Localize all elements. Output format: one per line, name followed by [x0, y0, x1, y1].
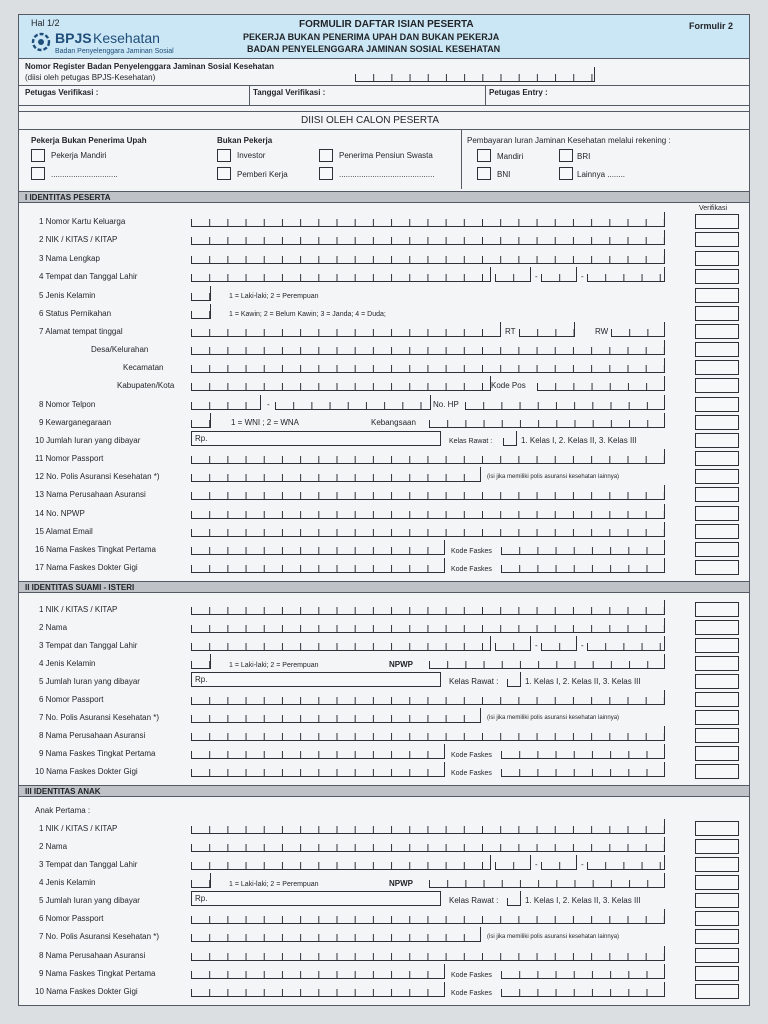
s2-label-4: 4 Jenis Kelamin — [39, 659, 96, 668]
verifikasi-box[interactable] — [695, 269, 739, 284]
verifikasi-box[interactable] — [695, 948, 739, 963]
s3-label-7: 7 No. Polis Asuransi Kesehatan *) — [39, 932, 160, 941]
kecamatan-cells[interactable] — [191, 358, 665, 373]
s2-jk-cell[interactable] — [191, 654, 211, 669]
s2-nik-cells[interactable] — [191, 600, 665, 615]
s2-kode-faskes-cells[interactable] — [501, 744, 665, 759]
date-dash: - — [535, 641, 538, 650]
s2-passport-cells[interactable] — [191, 690, 665, 705]
verifikasi-box[interactable] — [695, 214, 739, 229]
verifikasi-box[interactable] — [695, 929, 739, 944]
pemberi-kerja-checkbox[interactable] — [217, 167, 231, 180]
kode-pos-cells[interactable] — [537, 376, 665, 391]
logo-brand-a: BPJS — [55, 30, 92, 46]
verifikasi-box[interactable] — [695, 764, 739, 779]
bulan-lahir-cells[interactable] — [541, 267, 577, 282]
verifikasi-box[interactable] — [695, 524, 739, 539]
s3-jk-cell[interactable] — [191, 873, 211, 888]
s1-label-14: 14 No. NPWP — [35, 509, 85, 518]
verifikasi-label: Verifikasi — [699, 205, 728, 212]
pensiun-swasta-label: Penerima Pensiun Swasta — [339, 151, 433, 160]
page-number: Hal 1/2 — [31, 18, 60, 28]
nomor-telpon-cells[interactable] — [275, 395, 431, 410]
s1-label-10: 10 Jumlah Iuran yang dibayar — [35, 436, 141, 445]
investor-label: Investor — [237, 151, 266, 160]
rp-prefix: Rp. — [195, 675, 208, 684]
kode-faskes-gigi-cells[interactable] — [501, 558, 665, 573]
s3-polis-note: (isi jika memiliki polis asuransi kesehatan lainnya) — [487, 934, 620, 940]
s2-label-3: 3 Tempat dan Tanggal Lahir — [39, 641, 138, 650]
kebangsaan-label: Kebangsaan — [371, 418, 416, 427]
verifikasi-box[interactable] — [695, 710, 739, 725]
form-header — [19, 15, 749, 59]
alamat-cells[interactable] — [191, 322, 501, 337]
s1-label-12: 12 No. Polis Asuransi Kesehatan *) — [35, 472, 160, 481]
s3-nik-cells[interactable] — [191, 819, 665, 834]
s1-label-16: 16 Nama Faskes Tingkat Pertama — [35, 545, 156, 554]
bpjs-logo-icon — [31, 32, 51, 52]
verifikasi-box[interactable] — [695, 451, 739, 466]
bank-mandiri-checkbox[interactable] — [477, 149, 491, 162]
form-title: FORMULIR DAFTAR ISIAN PESERTA — [299, 19, 474, 30]
s2-faskes-pertama-cells[interactable] — [191, 744, 445, 759]
s3-tempat-lahir-cells[interactable] — [191, 855, 491, 870]
nik-cells[interactable] — [191, 230, 665, 245]
verifikasi-box[interactable] — [695, 821, 739, 836]
s3-kelas-note: 1. Kelas I, 2. Kelas II, 3. Kelas III — [525, 896, 641, 905]
s2-tgl-cells[interactable] — [495, 636, 531, 651]
verifikasi-box[interactable] — [695, 415, 739, 430]
kode-faskes-label: Kode Faskes — [451, 548, 492, 555]
tanggal-verifikasi-label: Tanggal Verifikasi : — [253, 88, 326, 97]
section-identitas-anak — [19, 785, 749, 797]
verifikasi-box[interactable] — [695, 251, 739, 266]
s3-kelas-rawat-cell[interactable] — [507, 891, 521, 906]
kelas-rawat-label: Kelas Rawat : — [449, 438, 493, 445]
s3-kode-faskes-cells[interactable] — [501, 964, 665, 979]
verifikasi-box[interactable] — [695, 692, 739, 707]
date-dash: - — [535, 860, 538, 869]
verifikasi-box[interactable] — [695, 306, 739, 321]
date-dash: - — [581, 860, 584, 869]
verifikasi-box[interactable] — [695, 487, 739, 502]
s1-label-3: 3 Nama Lengkap — [39, 254, 100, 263]
s1-label-5: 5 Jenis Kelamin — [39, 291, 96, 300]
verifikasi-box[interactable] — [695, 342, 739, 357]
s3-label-4: 4 Jenis Kelamin — [39, 878, 96, 887]
perusahaan-asuransi-cells[interactable] — [191, 485, 665, 500]
bank-bri-label: BRI — [577, 152, 591, 161]
s1-label-kecamatan: Kecamatan — [123, 363, 164, 372]
s1-label-6: 6 Status Pernikahan — [39, 309, 112, 318]
email-cells[interactable] — [191, 522, 665, 537]
rt-cells[interactable] — [519, 322, 575, 337]
s3-label-6: 6 Nomor Passport — [39, 914, 104, 923]
jenis-kelamin-cell[interactable] — [191, 286, 211, 301]
s2-label-5: 5 Jumlah Iuran yang dibayar — [39, 677, 140, 686]
status-pernikahan-cell[interactable] — [191, 304, 211, 319]
form-subtitle-1: PEKERJA BUKAN PENERIMA UPAH DAN BUKAN PEKERJA — [243, 32, 500, 42]
verifikasi-box[interactable] — [695, 469, 739, 484]
jenis-kelamin-note: 1 = Laki-laki; 2 = Perempuan — [229, 293, 319, 300]
section-identitas-suami-isteri — [19, 581, 749, 593]
npwp-cells[interactable] — [191, 504, 665, 519]
s3-label-2: 2 Nama — [39, 842, 68, 851]
polis-note: (isi jika memiliki polis asuransi kesehatan lainnya) — [487, 474, 620, 480]
s2-tahun-cells[interactable] — [587, 636, 665, 651]
s1-label-1: 1 Nomor Kartu Keluarga — [39, 217, 126, 226]
s1-label-2: 2 NIK / KITAS / KITAP — [39, 235, 118, 244]
petugas-verifikasi-label: Petugas Verifikasi : — [25, 88, 99, 97]
s3-passport-cells[interactable] — [191, 909, 665, 924]
s2-label-1: 1 NIK / KITAS / KITAP — [39, 605, 118, 614]
s2-nama-cells[interactable] — [191, 618, 665, 633]
s3-tahun-cells[interactable] — [587, 855, 665, 870]
s2-faskes-gigi-cells[interactable] — [191, 762, 445, 777]
verifikasi-box[interactable] — [695, 542, 739, 557]
telpon-dash: - — [267, 400, 270, 409]
s3-label-5: 5 Jumlah Iuran yang dibayar — [39, 896, 140, 905]
s3-label-10: 10 Nama Faskes Dokter Gigi — [35, 987, 138, 996]
status-pernikahan-note: 1 = Kawin; 2 = Belum Kawin; 3 = Janda; 4 = Duda; — [229, 311, 386, 318]
nomor-kk-cells[interactable] — [191, 212, 665, 227]
verifikasi-box[interactable] — [695, 746, 739, 761]
s3-label-3: 3 Tempat dan Tanggal Lahir — [39, 860, 138, 869]
bank-bni-checkbox[interactable] — [477, 167, 491, 180]
s2-jk-note: 1 = Laki-laki; 2 = Perempuan — [229, 662, 319, 669]
pensiun-swasta-checkbox[interactable] — [319, 149, 333, 162]
kode-faskes-label: Kode Faskes — [451, 752, 492, 759]
verifikasi-box[interactable] — [695, 602, 739, 617]
register-number-cells[interactable] — [355, 67, 595, 82]
faskes-gigi-cells[interactable] — [191, 558, 445, 573]
form-sheet — [18, 14, 750, 1006]
kode-faskes-label: Kode Faskes — [451, 566, 492, 573]
petugas-entry-label: Petugas Entry : — [489, 88, 548, 97]
kode-faskes-cells[interactable] — [501, 540, 665, 555]
s2-jumlah-iuran-input[interactable] — [191, 672, 441, 687]
rp-prefix: Rp. — [195, 894, 208, 903]
s3-label-8: 8 Nama Perusahaan Asuransi — [39, 951, 146, 960]
verifikasi-box[interactable] — [695, 893, 739, 908]
s3-jk-note: 1 = Laki-laki; 2 = Perempuan — [229, 881, 319, 888]
form-subtitle-2: BADAN PENYELENGGARA JAMINAN SOSIAL KESEHATAN — [247, 44, 501, 54]
polis-cells[interactable] — [191, 467, 481, 482]
verifikasi-box[interactable] — [695, 288, 739, 303]
s1-label-8: 8 Nomor Telpon — [39, 400, 96, 409]
kewarganegaraan-cell[interactable] — [191, 413, 211, 428]
s3-label-1: 1 NIK / KITAS / KITAP — [39, 824, 118, 833]
s3-faskes-gigi-cells[interactable] — [191, 982, 445, 997]
s3-bulan-cells[interactable] — [541, 855, 577, 870]
verifikasi-box[interactable] — [695, 324, 739, 339]
bukan-pekerja-other-dots: ........................................... — [339, 170, 435, 179]
s2-tempat-lahir-cells[interactable] — [191, 636, 491, 651]
s2-kelas-rawat-label: Kelas Rawat : — [449, 677, 499, 686]
kebangsaan-cells[interactable] — [429, 413, 665, 428]
s2-polis-cells[interactable] — [191, 708, 481, 723]
s3-faskes-pertama-cells[interactable] — [191, 964, 445, 979]
date-dash: - — [581, 272, 584, 281]
verifikasi-box[interactable] — [695, 506, 739, 521]
s3-kode-faskes-gigi-cells[interactable] — [501, 982, 665, 997]
verifikasi-box[interactable] — [695, 728, 739, 743]
kelas-rawat-cell[interactable] — [503, 431, 517, 446]
s2-polis-note: (isi jika memiliki polis asuransi kesehatan lainnya) — [487, 715, 620, 721]
bank-bri-checkbox[interactable] — [559, 149, 573, 162]
faskes-pertama-cells[interactable] — [191, 540, 445, 555]
logo-tagline: Badan Penyelenggara Jaminan Sosial — [55, 48, 174, 55]
s1-label-4: 4 Tempat dan Tanggal Lahir — [39, 272, 138, 281]
s2-kelas-rawat-cell[interactable] — [507, 672, 521, 687]
verifikasi-box[interactable] — [695, 984, 739, 999]
anak-pertama-label: Anak Pertama : — [35, 806, 91, 815]
verifikasi-box[interactable] — [695, 656, 739, 671]
s3-npwp-cells[interactable] — [429, 873, 665, 888]
kode-faskes-label: Kode Faskes — [451, 770, 492, 777]
bank-lainnya-checkbox[interactable] — [559, 167, 573, 180]
rt-label: RT — [505, 327, 516, 336]
s2-kode-faskes-gigi-cells[interactable] — [501, 762, 665, 777]
kewarganegaraan-note: 1 = WNI ; 2 = WNA — [231, 418, 300, 427]
s3-jumlah-iuran-input[interactable] — [191, 891, 441, 906]
calon-peserta-heading: DIISI OLEH CALON PESERTA — [301, 115, 440, 126]
verifikasi-box[interactable] — [695, 378, 739, 393]
s1-label-13: 13 Nama Perusahaan Asuransi — [35, 490, 146, 499]
verifikasi-box[interactable] — [695, 875, 739, 890]
s2-label-6: 6 Nomor Passport — [39, 695, 104, 704]
passport-cells[interactable] — [191, 449, 665, 464]
s1-label-9: 9 Kewarganegaraan — [39, 418, 112, 427]
s1-label-15: 15 Alamat Email — [35, 527, 93, 536]
s2-npwp-label: NPWP — [389, 660, 413, 669]
bukan-pekerja-title: Bukan Pekerja — [217, 136, 273, 145]
kode-faskes-label: Kode Faskes — [451, 972, 492, 979]
pekerja-mandiri-checkbox[interactable] — [31, 149, 45, 162]
date-dash: - — [535, 272, 538, 281]
verifikasi-box[interactable] — [695, 911, 739, 926]
no-hp-label: No. HP — [433, 400, 459, 409]
tgl-lahir-cells[interactable] — [495, 267, 531, 282]
s2-perusahaan-cells[interactable] — [191, 726, 665, 741]
pemberi-kerja-label: Pemberi Kerja — [237, 170, 288, 179]
verifikasi-box[interactable] — [695, 966, 739, 981]
section-1-title: I IDENTITAS PESERTA — [25, 193, 111, 202]
s2-label-2: 2 Nama — [39, 623, 68, 632]
s2-label-9: 9 Nama Faskes Tingkat Pertama — [39, 749, 156, 758]
verifikasi-box[interactable] — [695, 620, 739, 635]
kode-pos-label: Kode Pos — [491, 381, 526, 390]
pbpu-other-dots: .............................. — [51, 170, 118, 179]
s1-label-7: 7 Alamat tempat tinggal — [39, 327, 123, 336]
register-label: Nomor Register Badan Penyelenggara Jaminan Sosial Kesehatan — [25, 62, 274, 71]
s3-npwp-label: NPWP — [389, 879, 413, 888]
bukan-pekerja-other-checkbox[interactable] — [319, 167, 333, 180]
desa-cells[interactable] — [191, 340, 665, 355]
s3-polis-cells[interactable] — [191, 927, 481, 942]
verifikasi-box[interactable] — [695, 857, 739, 872]
rp-prefix: Rp. — [195, 434, 208, 443]
s2-bulan-cells[interactable] — [541, 636, 577, 651]
verifikasi-box[interactable] — [695, 674, 739, 689]
verifikasi-box[interactable] — [695, 839, 739, 854]
bank-bni-label: BNI — [497, 170, 511, 179]
pekerja-mandiri-label: Pekerja Mandiri — [51, 151, 107, 160]
jumlah-iuran-input[interactable] — [191, 431, 441, 446]
kode-area-cells[interactable] — [191, 395, 261, 410]
s3-nama-cells[interactable] — [191, 837, 665, 852]
s3-label-9: 9 Nama Faskes Tingkat Pertama — [39, 969, 156, 978]
pbpu-title: Pekerja Bukan Penerima Upah — [31, 136, 147, 145]
s2-label-10: 10 Nama Faskes Dokter Gigi — [35, 767, 138, 776]
rw-label: RW — [595, 327, 609, 336]
no-hp-cells[interactable] — [465, 395, 665, 410]
investor-checkbox[interactable] — [217, 149, 231, 162]
s3-perusahaan-cells[interactable] — [191, 946, 665, 961]
verifikasi-box[interactable] — [695, 560, 739, 575]
pbpu-other-checkbox[interactable] — [31, 167, 45, 180]
kabupaten-cells[interactable] — [191, 376, 491, 391]
s3-tgl-cells[interactable] — [495, 855, 531, 870]
logo-brand-b: Kesehatan — [93, 30, 160, 46]
tahun-lahir-cells[interactable] — [587, 267, 665, 282]
verifikasi-box[interactable] — [695, 433, 739, 448]
rw-cells[interactable] — [611, 322, 665, 337]
s2-npwp-cells[interactable] — [429, 654, 665, 669]
verifikasi-box[interactable] — [695, 232, 739, 247]
date-dash: - — [581, 641, 584, 650]
verifikasi-box[interactable] — [695, 397, 739, 412]
s1-label-11: 11 Nomor Passport — [35, 454, 104, 463]
bank-mandiri-label: Mandiri — [497, 152, 524, 161]
kode-faskes-label: Kode Faskes — [451, 990, 492, 997]
verifikasi-box[interactable] — [695, 638, 739, 653]
bank-lainnya-label: Lainnya ........ — [577, 170, 626, 179]
s2-label-7: 7 No. Polis Asuransi Kesehatan *) — [39, 713, 160, 722]
section-2-title: II IDENTITAS SUAMI - ISTERI — [25, 583, 135, 592]
verifikasi-box[interactable] — [695, 360, 739, 375]
s1-label-17: 17 Nama Faskes Dokter Gigi — [35, 563, 138, 572]
s1-label-kabupaten: Kabupaten/Kota — [117, 381, 175, 390]
section-identitas-peserta — [19, 191, 749, 203]
bank-title: Pembayaran Iuran Jaminan Kesehatan melalui rekening : — [467, 136, 671, 145]
s2-kelas-note: 1. Kelas I, 2. Kelas II, 3. Kelas III — [525, 677, 641, 686]
s1-label-desa: Desa/Kelurahan — [91, 345, 149, 354]
section-3-title: III IDENTITAS ANAK — [25, 787, 101, 796]
kelas-rawat-note: 1. Kelas I, 2. Kelas II, 3. Kelas III — [521, 436, 637, 445]
s2-label-8: 8 Nama Perusahaan Asuransi — [39, 731, 146, 740]
register-note: (diisi oleh petugas BPJS-Kesehatan) — [25, 73, 156, 82]
form-number: Formulir 2 — [689, 21, 734, 31]
tempat-lahir-cells[interactable] — [191, 267, 491, 282]
nama-lengkap-cells[interactable] — [191, 249, 665, 264]
s3-kelas-rawat-label: Kelas Rawat : — [449, 896, 499, 905]
